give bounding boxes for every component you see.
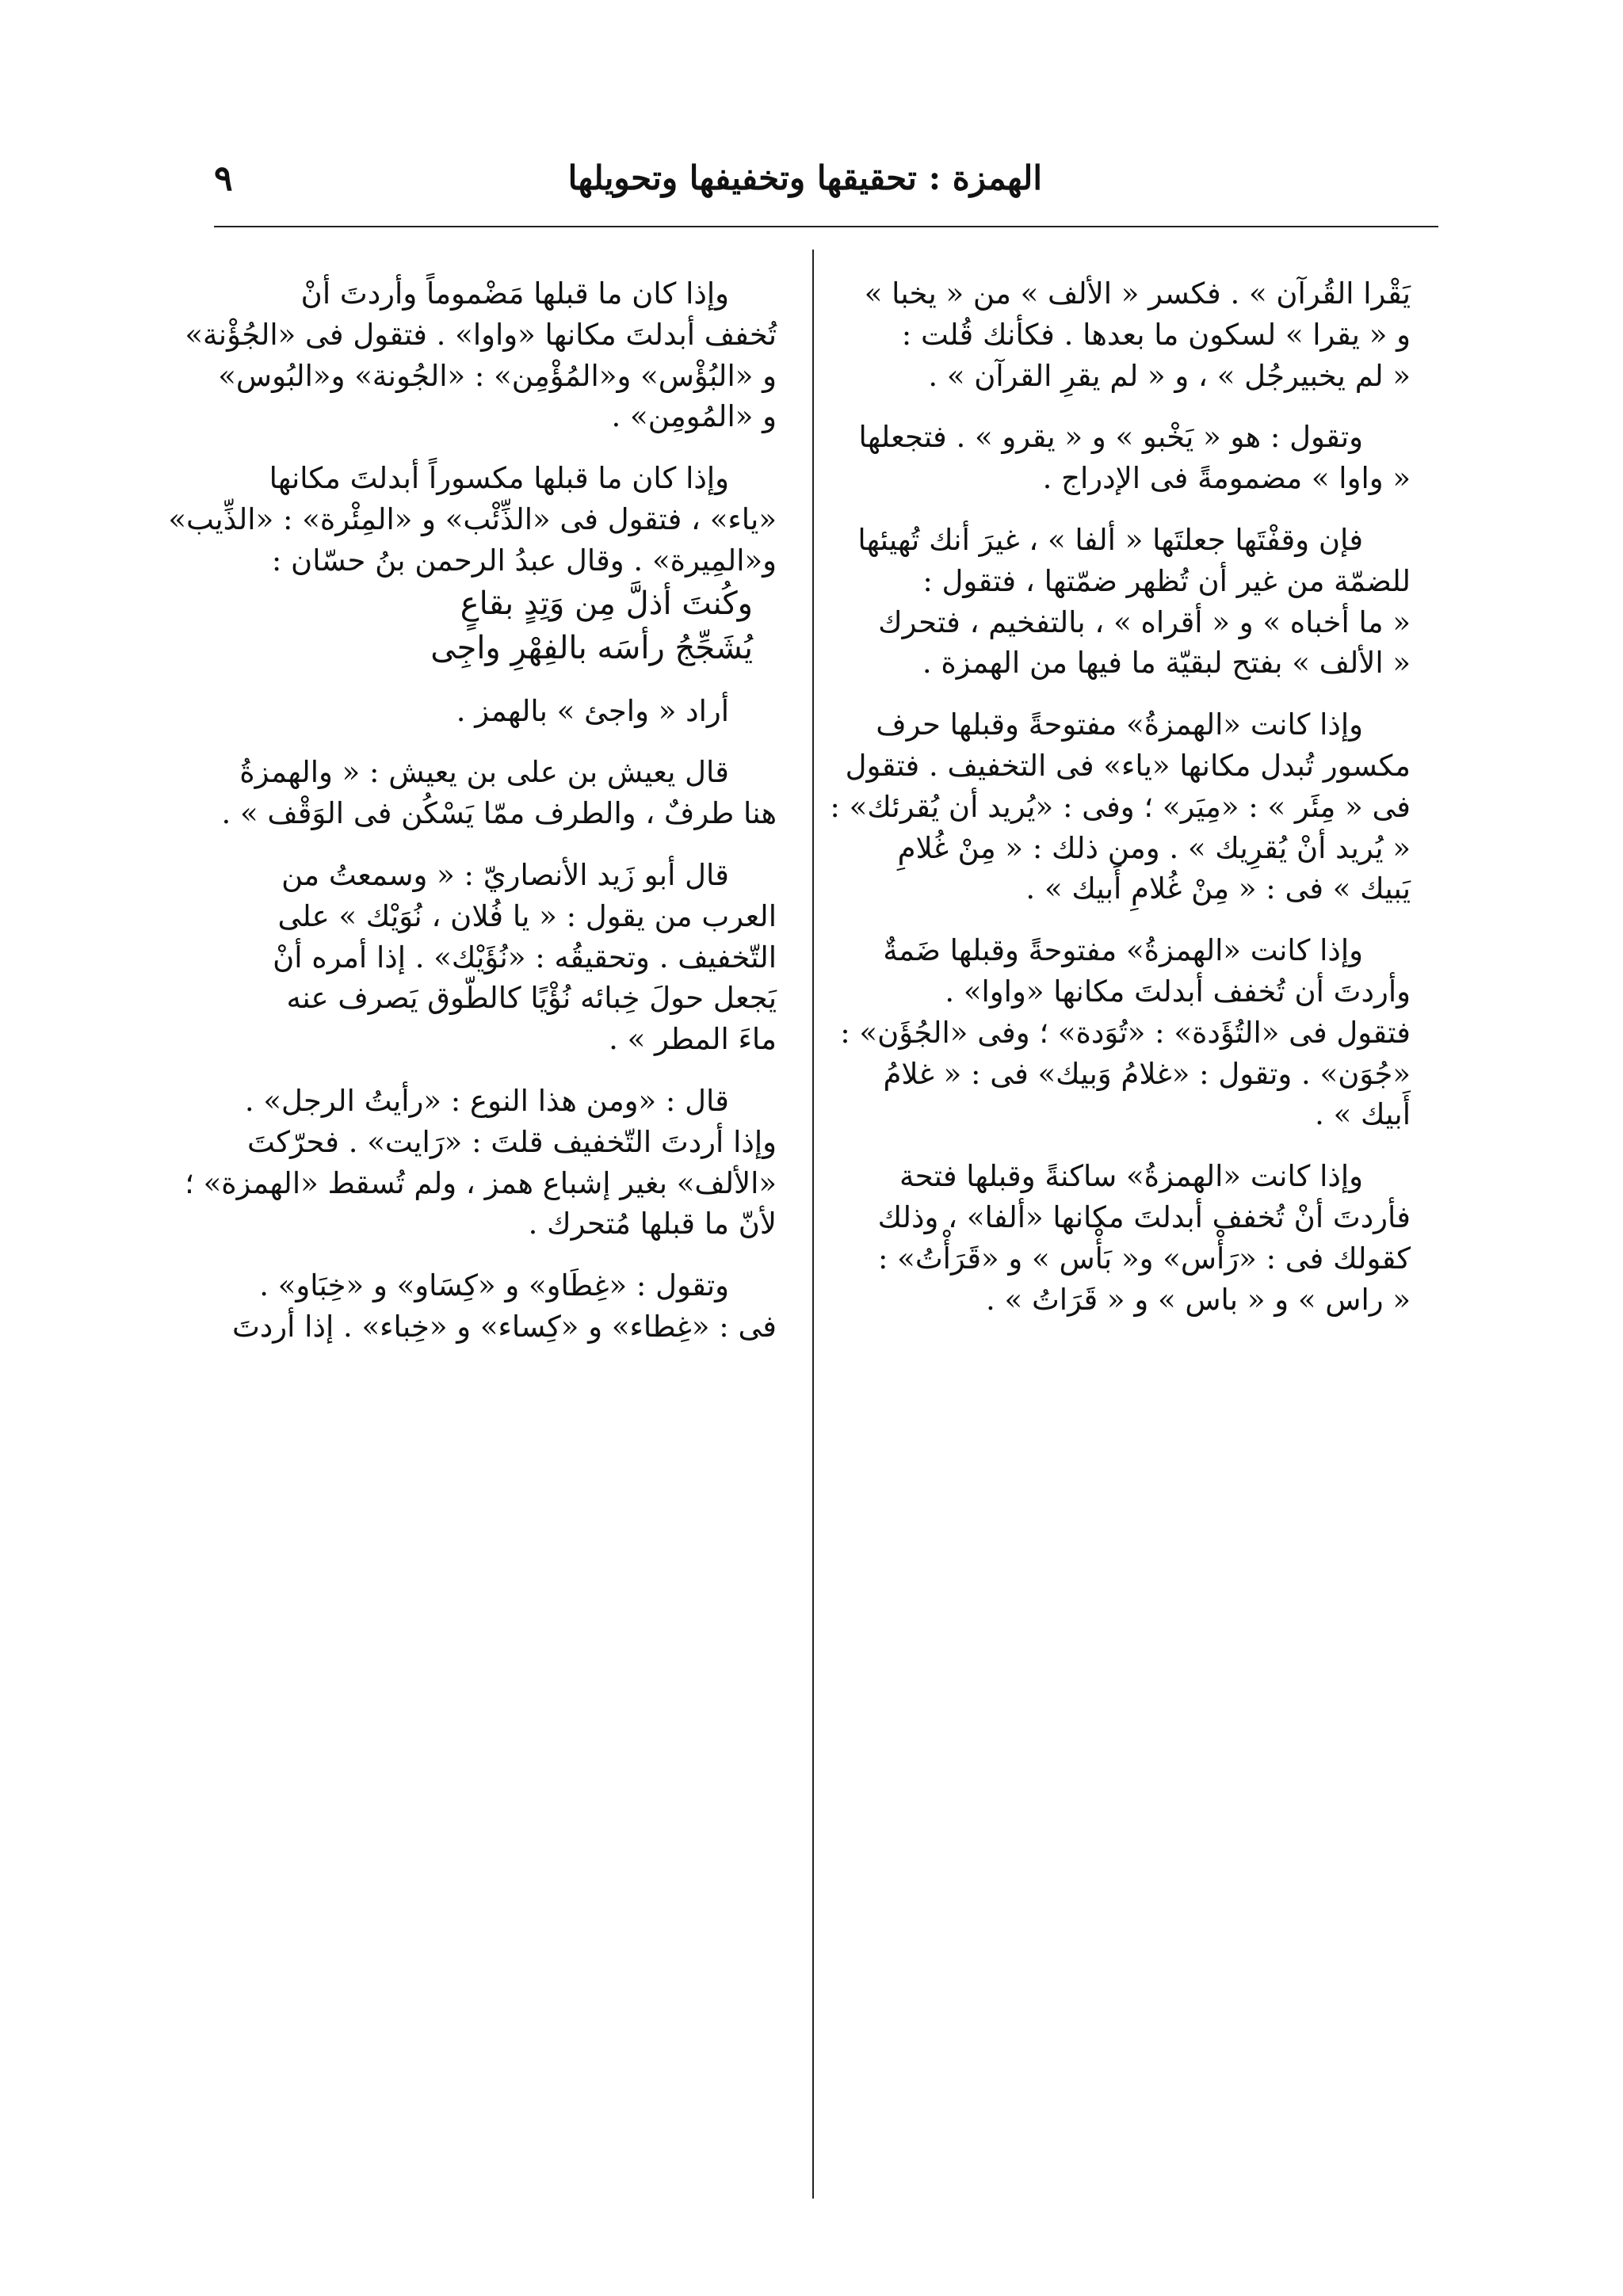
page-header: [214, 158, 1438, 206]
column-divider: [812, 250, 814, 2199]
paragraph: [226, 691, 777, 732]
text-line: فى : «غِطاء» و «كِساء» و «خِباء» . إذا أردتَ: [231, 1309, 777, 1344]
paragraph: [840, 930, 1411, 1135]
text-line: العرب من يقول : « يا فُلان ، نُوَيْك » على: [277, 898, 777, 933]
paragraph: [221, 752, 777, 834]
text-line: وإذا كانت «الهمزةُ» ساكنةً وقبلها فتحة: [899, 1159, 1363, 1194]
text-line: «ياء» ، فتقول فى «الذِّئْب» و «المِئْرة» : «الذِّيب»: [168, 502, 777, 536]
page-number: ٩: [214, 158, 233, 199]
paragraph: [185, 273, 777, 437]
verse: [226, 582, 777, 670]
paragraph: [857, 520, 1411, 684]
text-line: قال يعيش بن على بن يعيش : « والهمزةُ: [239, 755, 729, 790]
text-line: وتقول : «غِطَاو» و «كِسَاو» و «خِبَاو» .: [259, 1268, 729, 1303]
text-line: «جُوَن» . وتقول : «غلامُ وَبيك» فى : « غلامُ: [883, 1056, 1411, 1091]
paragraph: [226, 1265, 777, 1348]
text-line: وإذا كانت «الهمزةُ» مفتوحةً وقبلها ضَمةٌ: [883, 933, 1363, 968]
text-line: كقولك فى : «رَأْس» و« بَأْس » و «قَرَأْتُ» :: [877, 1241, 1411, 1276]
text-line: يَبيك » فى : « مِنْ غُلامِ أَبيك » .: [1025, 871, 1411, 906]
text-line: فإن وقفْتَها جعلتَها « ألفا » ، غيرَ أنك تُهيئها: [857, 522, 1363, 557]
text-line: أَبيك » .: [1315, 1097, 1411, 1132]
running-title: الهمزة : تحقيقها وتخفيفها وتحويلها: [567, 158, 1042, 197]
text-line: قال : «ومن هذا النوع : «رأيتُ الرجل» .: [244, 1083, 729, 1118]
text-line: و « يقرا » لسكون ما بعدها . فكأنك قُلت :: [901, 317, 1411, 352]
text-line: « الألف » بفتح لبقيّة ما فيها من الهمزة .: [922, 646, 1411, 681]
text-line: « واوا » مضمومةً فى الإدراج .: [1042, 461, 1411, 496]
paragraph: [860, 273, 1411, 396]
text-line: « يُريد أنْ يُقرِيك » . ومن ذلك : « مِنْ غُلامِ: [897, 830, 1411, 865]
text-line: ماءَ المطر » .: [609, 1022, 777, 1057]
verse-line: يُشَجِّجُ رأسَه بالفِهْرِ واجِى: [430, 629, 753, 666]
text-line: وإذا كان ما قبلها مكسوراً أبدلتَ مكانها: [269, 461, 729, 496]
text-line: قال أبو زَيد الأنصاريّ : « وسمعتُ من: [281, 857, 729, 892]
text-line: هنا طرفٌ ، والطرف ممّا يَسْكُن فى الوَقْف » .: [221, 796, 777, 831]
text-line: مكسور تُبدل مكانها «ياء» فى التخفيف . فتقول: [845, 748, 1411, 783]
text-line: لأنّ ما قبلها مُتحرك .: [528, 1207, 777, 1241]
text-line: التّخفيف . وتحقيقُه : «نُؤَيْك» . إذا أمره أنْ: [273, 940, 777, 974]
text-line: وإذا أردتَ التّخفيف قلتَ : «رَايت» . فحرّكتَ: [247, 1124, 777, 1159]
text-line: فى « مِئَر » : «مِيَر» ؛ وفى : «يُريد أن يُقرئك» :: [830, 789, 1411, 824]
paragraph: [860, 1156, 1411, 1320]
paragraph: [830, 704, 1411, 910]
text-line: أراد « واجئ » بالهمز .: [456, 693, 729, 728]
text-line: وتقول : هو « يَخْبو » و « يقرو » . فتجعلها: [858, 420, 1363, 455]
text-line: و«المِيرة» . وقال عبدُ الرحمن بنُ حسّان :: [271, 543, 777, 578]
text-line: « لم يخبيرجُل » ، و « لم يقرِ القرآن » .: [928, 358, 1411, 393]
text-line: فتقول فى «التُؤَدة» : «تُوَدة» ؛ وفى «الجُؤَن» :: [840, 1015, 1411, 1050]
text-line: « ما أخباه » و « أقراه » ، بالتفخيم ، فتحرك: [878, 605, 1411, 639]
verse-line: وكُنتَ أذلَّ مِن وَتِدٍ بقاعٍ: [460, 585, 753, 622]
text-line: وإذا كان ما قبلها مَضْموماً وأردتَ أنْ: [300, 277, 729, 311]
text-line: «الألف» بغير إشباع همز ، ولم تُسقط «الهمزة» ؛: [185, 1165, 777, 1200]
header-rule: [214, 226, 1438, 227]
text-line: وإذا كانت «الهمزةُ» مفتوحةً وقبلها حرف: [876, 707, 1363, 742]
paragraph: [860, 417, 1411, 499]
text-line: للضمّة من غير أن تُظهر ضمّتها ، فتقول :: [922, 563, 1411, 598]
text-line: يَجعل حولَ خِبائه نُؤْيًا كالطّوق يَصرف عنه: [286, 981, 777, 1016]
text-line: « راس » و « باس » و « قَرَاتُ » .: [986, 1282, 1411, 1317]
left-column: [168, 273, 777, 1348]
text-line: و «البُؤْس» و«المُؤْمِن» : «الجُونة» و«البُوس»: [218, 358, 777, 393]
paragraph: [168, 458, 777, 581]
text-line: تُخفف أبدلتَ مكانها «واوا» . فتقول فى «الجُؤْنة»: [185, 317, 777, 352]
text-line: وأردتَ أن تُخفف أبدلتَ مكانها «واوا» .: [945, 974, 1411, 1009]
text-line: و «المُومِن» .: [611, 399, 777, 434]
paragraph: [185, 1081, 777, 1245]
right-column: [830, 273, 1411, 1320]
text-line: يَقْرا القُرآن » . فكسر « الألف » من « يخبا »: [864, 277, 1411, 311]
paragraph: [226, 855, 777, 1060]
text-line: فأردتَ أنْ تُخفف أبدلتَ مكانها «ألفا» ، وذلك: [877, 1199, 1411, 1234]
